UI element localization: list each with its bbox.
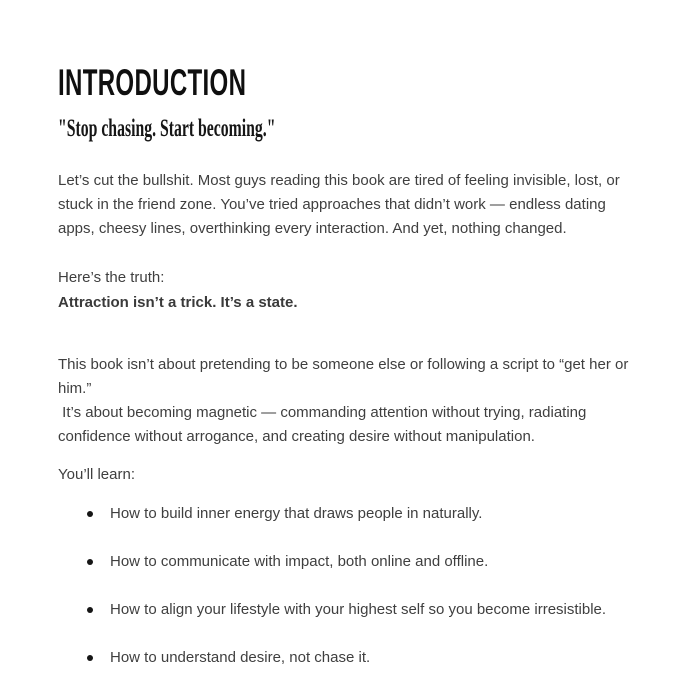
- bullet-text: How to communicate with impact, both online and offline.: [110, 553, 489, 570]
- list-item: [58, 646, 679, 670]
- paragraph-line: It’s about becoming magnetic — commanding attention without trying, radiating: [58, 404, 587, 421]
- list-item: [58, 502, 679, 526]
- bullet-text: How to understand desire, not chase it.: [110, 649, 371, 666]
- truth-intro-line: Here’s the truth:: [58, 269, 165, 286]
- bullet-text: How to build inner energy that draws people in naturally.: [110, 505, 483, 522]
- list-item: [58, 598, 679, 622]
- chapter-title: INTRODUCTION: [58, 62, 247, 103]
- intro-paragraph: [58, 169, 679, 241]
- learn-intro-line: [58, 463, 679, 487]
- paragraph-line: apps, cheesy lines, overthinking every interaction. And yet, nothing changed.: [58, 220, 567, 237]
- paragraph-line: stuck in the friend zone. You’ve tried approaches that didn’t work — endless dating: [58, 196, 606, 213]
- truth-paragraph: [58, 265, 679, 315]
- paragraph-line: Let’s cut the bullshit. Most guys reading this book are tired of feeling invisible, lost, or: [58, 172, 620, 189]
- bullet-text: How to align your lifestyle with your highest self so you become irresistible.: [110, 601, 607, 618]
- chapter-epigraph-quote: "Stop chasing. Start becoming.": [58, 115, 276, 142]
- list-item: [58, 550, 679, 574]
- paragraph-line: This book isn’t about pretending to be someone else or following a script to “get her or: [58, 356, 629, 373]
- paragraph-line: him.”: [58, 380, 92, 397]
- learn-bullet-list: [58, 502, 679, 670]
- paragraph-line: You’ll learn:: [58, 466, 135, 483]
- truth-statement-line: Attraction isn’t a trick. It’s a state.: [58, 294, 298, 311]
- bullet-dot-icon: [87, 559, 93, 565]
- bullet-dot-icon: [87, 655, 93, 661]
- paragraph-line: confidence without arrogance, and creating desire without manipulation.: [58, 428, 535, 445]
- bullet-dot-icon: [87, 511, 93, 517]
- book-purpose-paragraph: [58, 353, 679, 449]
- bullet-dot-icon: [87, 607, 93, 613]
